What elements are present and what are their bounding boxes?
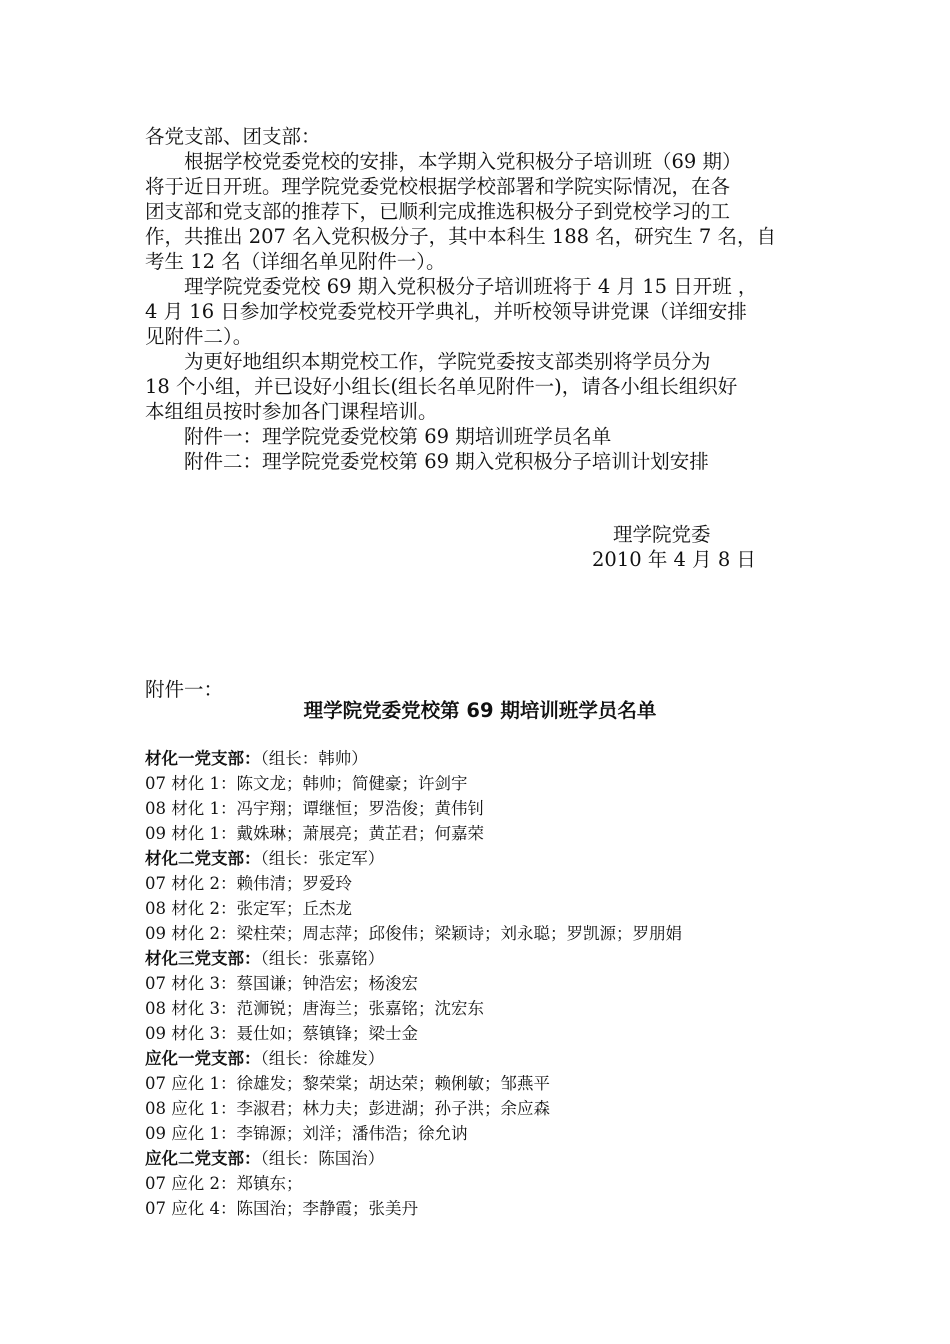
branch-name: 应化一党支部：: [145, 1049, 261, 1068]
signer: 理学院党委: [613, 523, 711, 546]
attachment-title: 理学院党委党校第 69 期培训班学员名单: [303, 699, 657, 722]
branch-header: [145, 946, 815, 971]
branch-leader: （组长：陈国治）: [260, 1149, 385, 1168]
class-row: 08 材化 3：范浉锐；唐海兰；张嘉铭；沈宏东: [145, 999, 484, 1018]
paragraph-line: 作，共推出 207 名入党积极分子，其中本科生 188 名，研究生 7 名，自: [145, 225, 777, 248]
class-row: 07 应化 1：徐雄发；黎荣棠；胡达荣；赖俐敏；邹燕平: [145, 1074, 550, 1093]
paragraph-line: 将于近日开班。理学院党委党校根据学校部署和学院实际情况，在各: [145, 175, 731, 198]
salutation: 各党支部、团支部：: [145, 125, 321, 148]
paragraph-line: 4 月 16 日参加学校党委党校开学典礼，并听校领导讲党课（详细安排: [145, 300, 747, 323]
class-row: 07 应化 4：陈国治；李静霞；张美丹: [145, 1199, 418, 1218]
branch-name: 应化二党支部：: [145, 1149, 261, 1168]
class-row: 09 材化 1：戴姝琳；萧展亮；黄芷君；何嘉荣: [145, 824, 484, 843]
paragraph-line: 为更好地组织本期党校工作，学院党委按支部类别将学员分为: [184, 350, 711, 373]
paragraph-line: 理学院党委党校 69 期入党积极分子培训班将于 4 月 15 日开班 ，: [184, 275, 758, 298]
branch-name: 材化一党支部：: [145, 749, 261, 768]
class-row: 08 材化 2：张定军；丘杰龙: [145, 899, 352, 918]
branch-name: 材化三党支部：: [145, 949, 261, 968]
class-row: 08 材化 1：冯宇翔；谭继恒；罗浩俊；黄伟钊: [145, 799, 484, 818]
signature-block: [145, 522, 815, 572]
branch-header: [145, 746, 815, 771]
attachment-label: 附件一：: [145, 678, 224, 701]
class-row: 07 应化 2：郑镇东；: [145, 1174, 303, 1193]
branch-leader: （组长：韩帅）: [260, 749, 368, 768]
branch-header: [145, 1046, 815, 1071]
class-row: 09 材化 2：梁柱荣；周志萍；邱俊伟；梁颖诗；刘永聪；罗凯源；罗朋娟: [145, 924, 682, 943]
attachment-reference-2: 附件二：理学院党委党校第 69 期入党积极分子培训计划安排: [184, 450, 709, 473]
date: 2010 年 4 月 8 日: [592, 548, 756, 571]
paragraph-line: 18 个小组，并已设好小组长(组长名单见附件一)，请各小组长组织好: [145, 375, 738, 398]
class-row: 07 材化 1：陈文龙；韩帅；简健豪；许剑宇: [145, 774, 468, 793]
paragraph-line: 见附件二）。: [145, 325, 253, 348]
paragraph-line: 团支部和党支部的推荐下，已顺利完成推选积极分子到党校学习的工: [145, 200, 731, 223]
attachment-reference-1: 附件一：理学院党委党校第 69 期培训班学员名单: [184, 425, 612, 448]
branch-leader: （组长：张嘉铭）: [260, 949, 385, 968]
branch-leader: （组长：徐雄发）: [260, 1049, 385, 1068]
class-row: 08 应化 1：李淑君；林力夫；彭进湖；孙子洪；余应森: [145, 1099, 550, 1118]
branch-header: [145, 846, 815, 871]
letter-body: [145, 124, 815, 474]
class-row: 07 材化 3：蔡国谦；钟浩宏；杨浚宏: [145, 974, 418, 993]
class-row: 07 材化 2：赖伟清；罗爱玲: [145, 874, 352, 893]
paragraph-line: 考生 12 名（详细名单见附件一）。: [145, 250, 446, 273]
roster: [145, 746, 815, 1221]
branch-leader: （组长：张定军）: [260, 849, 385, 868]
class-row: 09 材化 3：聂仕如；蔡镇锋；梁士金: [145, 1024, 418, 1043]
paragraph-line: 本组组员按时参加各门课程培训。: [145, 400, 438, 423]
class-row: 09 应化 1：李锦源；刘洋；潘伟浩；徐允讷: [145, 1124, 468, 1143]
paragraph-line: 根据学校党委党校的安排，本学期入党积极分子培训班（69 期）: [184, 150, 742, 173]
branch-name: 材化二党支部：: [145, 849, 261, 868]
branch-header: [145, 1146, 815, 1171]
